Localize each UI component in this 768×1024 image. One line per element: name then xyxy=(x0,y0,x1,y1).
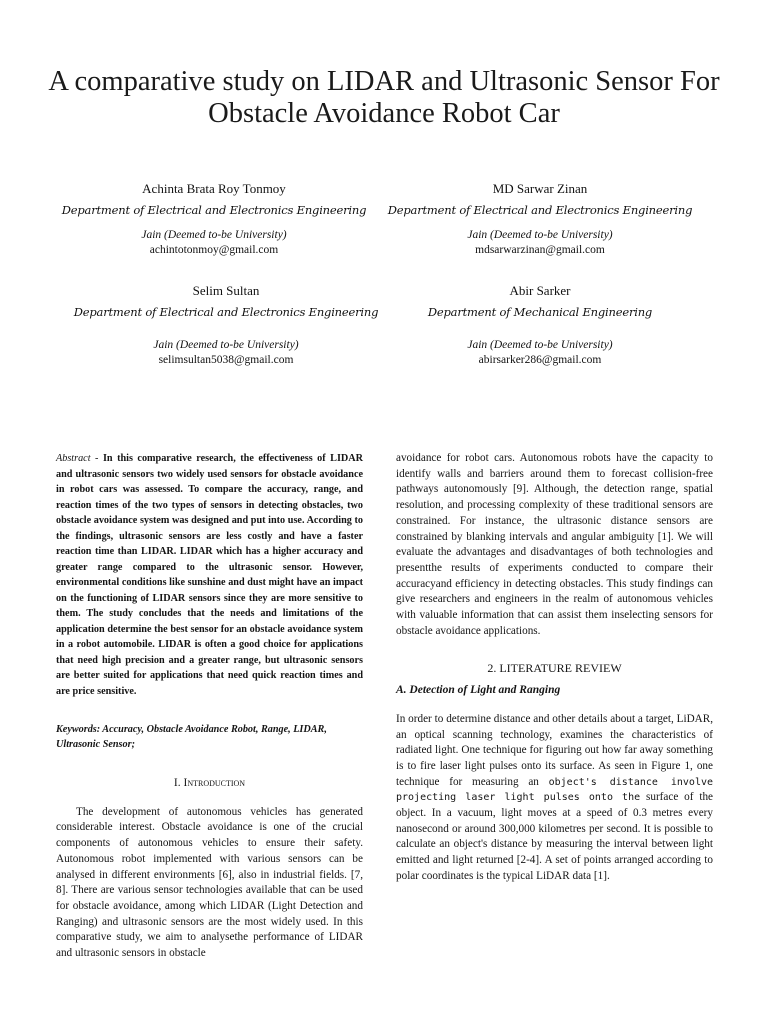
author-department: Department of Electrical and Electronics Engineering xyxy=(73,305,379,319)
keywords: Keywords: Accuracy, Obstacle Avoidance Robot, Range, LIDAR, Ultrasonic Sensor; xyxy=(56,724,327,750)
author-affiliation: Jain (Deemed to-be University) xyxy=(467,229,613,241)
author-email: selimsultan5038@gmail.com xyxy=(158,354,294,366)
right-column xyxy=(396,451,713,885)
author-name: Achinta Brata Roy Tonmoy xyxy=(142,181,286,196)
author-affiliation: Jain (Deemed to-be University) xyxy=(153,339,299,351)
author-department: Department of Electrical and Electronics Engineering xyxy=(61,203,367,217)
author-name: Selim Sultan xyxy=(192,283,260,298)
lidar-text-part-a: In order to determine distance and other details about a target, LiDAR, an optical scanning technology, examines the characteristics of radiated light. One technique for figuring out how far away something is to fire laser light pulses onto its surface. As seen in Figure 1, one technique for measuring an xyxy=(396,712,713,788)
author-department: Department of Electrical and Electronics Engineering xyxy=(387,203,693,217)
abstract xyxy=(56,451,363,699)
author-department: Department of Mechanical Engineering xyxy=(427,305,653,319)
author-name: Abir Sarker xyxy=(509,283,571,298)
lidar-text-mono-run: object's distance involve projecting laser light pulses onto the xyxy=(396,776,714,804)
lidar-text-part-b: surface of the object. In a vacuum, light moves at a speed of 0.3 metres every nanosecond or around 300,000 kilometres per second. It is possible to calculate an object's distance by measuring the interval between light emitted and light returned [2-4]. A set of points arranged according to polar coordinates is the typical LiDAR data [1]. xyxy=(396,791,714,882)
author-affiliation: Jain (Deemed to-be University) xyxy=(141,229,287,241)
introduction-heading xyxy=(56,776,363,792)
lidar-text xyxy=(396,712,713,885)
lidar-subheading: A. Detection of Light and Ranging xyxy=(396,684,561,697)
title-line-2: Obstacle Avoidance Robot Car xyxy=(208,98,560,129)
introduction-text: The development of autonomous vehicles has generated considerable interest. Obstacle avoidance is one of the crucial components of autonomous vehicles to ensure their safety. Autonomous robot implemented with various sensors can be analysed in different environments [6], also in industrial fields. [7, 8]. There are various sensor technologies available that can be used for obstacle avoidance, among which LIDAR (Light Detection and Ranging) and ultrasonic sensors are the most widely used. In this comparative study, we aim to analysethe performance of LIDAR and ultrasonic sensors in obstacle xyxy=(56,805,363,960)
left-column xyxy=(56,451,363,962)
author-block-2 xyxy=(380,181,700,256)
abstract-text: In this comparative research, the effectiveness of LIDAR and ultrasonic sensors two widely used sensors for obstacle avoidance in robot cars was assessed. To compare the accuracy, range, and reaction times of the two types of sensors in detecting obstacles, two obstacle avoidance system was designed and put into use. According to the findings, ultrasonic sensors are less costly and have a faster reaction time than LIDAR. LIDAR which has a higher accuracy and greater range compared to the ultrasonic sensor. However, environmental conditions like sunshine and dust might have an impact on the functioning of LIDAR sensors since they are more sensitive to them. The study concludes that the needs and limitations of the application determine the best sensor for an obstacle avoidance system in a robot automobile. LIDAR is often a good choice for applications that need high precision and a greater range, but ultrasonic sensors are better suited for applications that need quick reaction times and are price sensitive. xyxy=(56,453,363,697)
author-name: MD Sarwar Zinan xyxy=(492,181,588,196)
literature-review-heading: 2. LITERATURE REVIEW xyxy=(487,661,622,676)
author-block-4 xyxy=(380,283,700,366)
title-line-1: A comparative study on LIDAR and Ultrasonic Sensor For xyxy=(48,66,720,97)
author-affiliation: Jain (Deemed to-be University) xyxy=(467,339,613,351)
author-block-1 xyxy=(54,181,374,256)
author-block-3 xyxy=(66,283,386,366)
author-email: abirsarker286@gmail.com xyxy=(478,354,602,366)
section-number: I. xyxy=(173,777,181,789)
author-email: achintotonmoy@gmail.com xyxy=(149,244,279,256)
introduction-continued: avoidance for robot cars. Autonomous robots have the capacity to identify walls and barriers around them to forecast collision-free pathways autonomously [9]. Although, the detection range, spatial resolution, and processing complexity of these traditional sensors are constrained. For instance, the ultrasonic distance sensors are constrained by blanking intervals and angular ambiguity [1]. We will evaluate the advantages and disadvantages of both technologies and presentthe results of experiments conducted to compare their accuracyand efficiency in detecting obstacles. This study findings can give researchers and engineers in the realm of autonomous vehicles with valuable information that can assist them inselecting sensors for obstacle avoidance applications. xyxy=(396,452,713,637)
paper-title xyxy=(40,66,728,130)
abstract-label: Abstract - xyxy=(56,453,99,464)
section-title: Introduction xyxy=(183,777,246,789)
author-email: mdsarwarzinan@gmail.com xyxy=(475,244,605,256)
